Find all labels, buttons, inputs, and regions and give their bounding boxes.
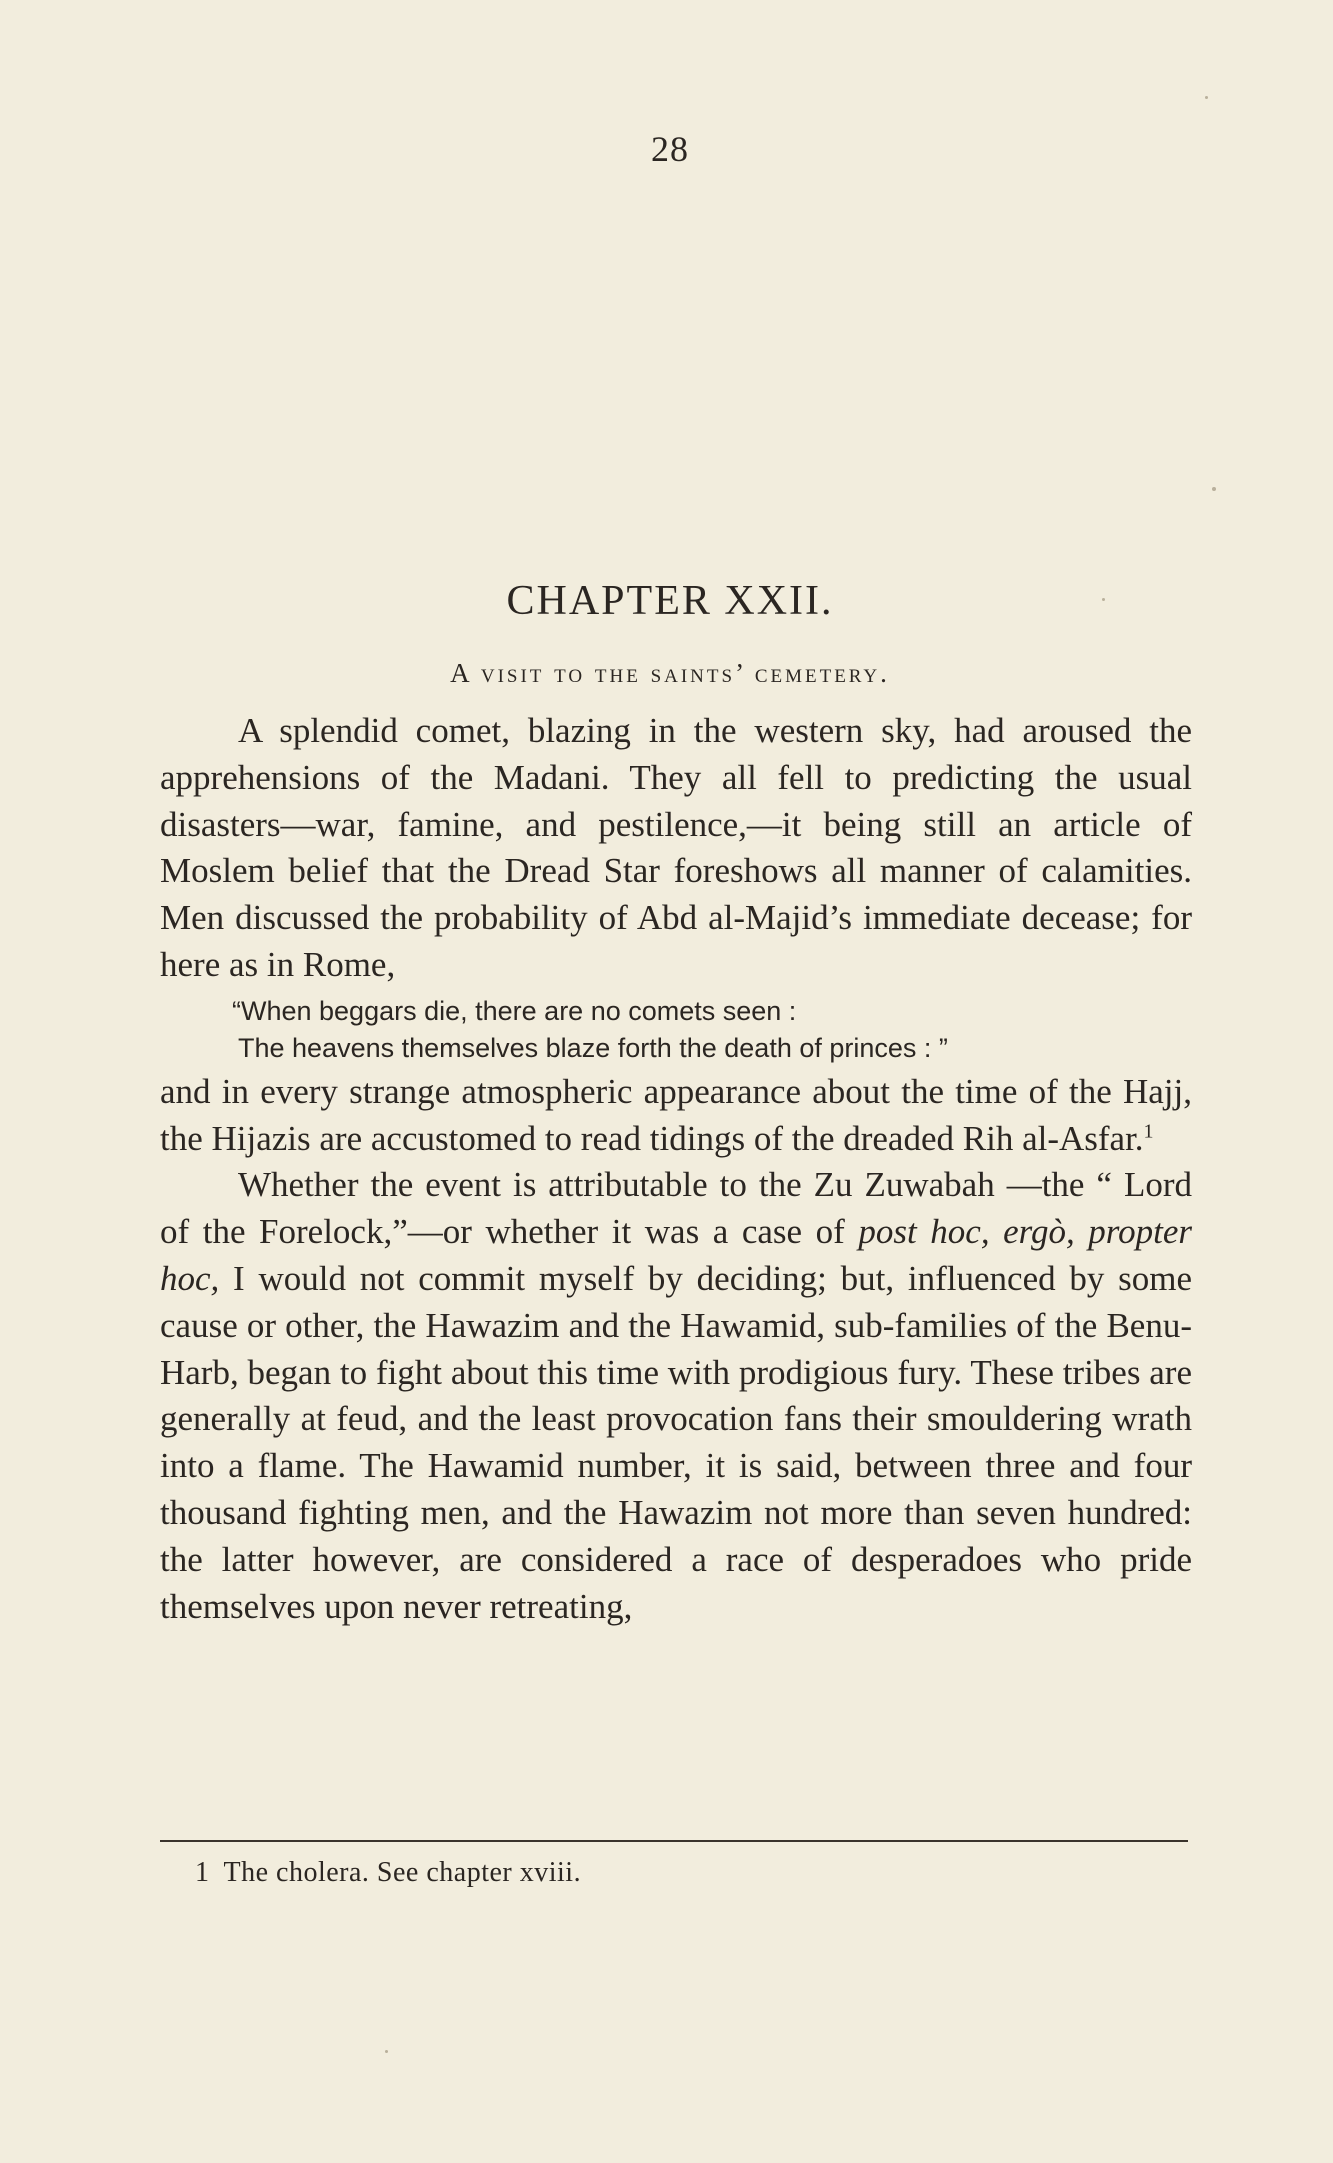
paragraph-2-text: and in every strange atmospheric appearance about the time of the Hajj, the Hijazis are accustomed to read tidings of the dreaded Rih al-Asfar. (160, 1071, 1192, 1158)
chapter-subtitle: A visit to the saints’ cemetery. (450, 658, 890, 688)
body-text (160, 708, 1192, 1630)
verse-line-2: The heavens themselves blaze forth the death of princes : ” (238, 1032, 948, 1063)
chapter-title: CHAPTER XXII. (506, 578, 834, 624)
paragraph-3-after: I would not commit myself by deciding; but, influenced by some cause or other, the Hawazim and the Hawamid, sub-families of the Benu-Harb, began to fight about this time with prodigious fury. These tribes are generally at feud, and the least provocation fans their smouldering wrath into a flame. The Hawamid number, it is said, between three and four thousand fighting men, and the Hawazim not more than seven hundred: the latter however, are considered a race of desperadoes who pride themselves upon never retreating, (160, 1258, 1192, 1626)
page-number: 28 (651, 129, 689, 169)
latin-phrase: post hoc, ergò, propter hoc, (160, 1212, 1193, 1298)
footnote (195, 1857, 581, 1889)
paragraph-1: A splendid comet, blazing in the western sky, had aroused the apprehensions of the Madani. They all fell to predicting the usual disasters—war, famine, and pestilence,—it being still an article of Moslem belief that the Dread Star foreshows all manner of calamities. Men discussed the probability of Abd al-Majid’s immediate decease; for here as in Rome, (160, 711, 1192, 984)
footnote-number: 1 (195, 1857, 210, 1888)
footnote-text: The cholera. See chapter xviii. (223, 1857, 582, 1888)
paper-speck (385, 2050, 388, 2053)
verse-line-1: “When beggars die, there are no comets seen : (232, 995, 797, 1026)
paragraph-3 (160, 1162, 1192, 1630)
paper-speck (1102, 598, 1105, 601)
footnote-divider (160, 1840, 1188, 1842)
paper-speck (1205, 96, 1208, 99)
footnote-reference: 1 (1143, 1119, 1154, 1142)
paragraph-2 (160, 1069, 1192, 1163)
paper-speck (1212, 487, 1216, 491)
verse-quotation (160, 993, 1192, 1067)
paragraph-3-before: Whether the event is attributable to the Zu Zuwabah —the “ Lord of the Forelock,”—or whether it was a case of (160, 1165, 1192, 1252)
